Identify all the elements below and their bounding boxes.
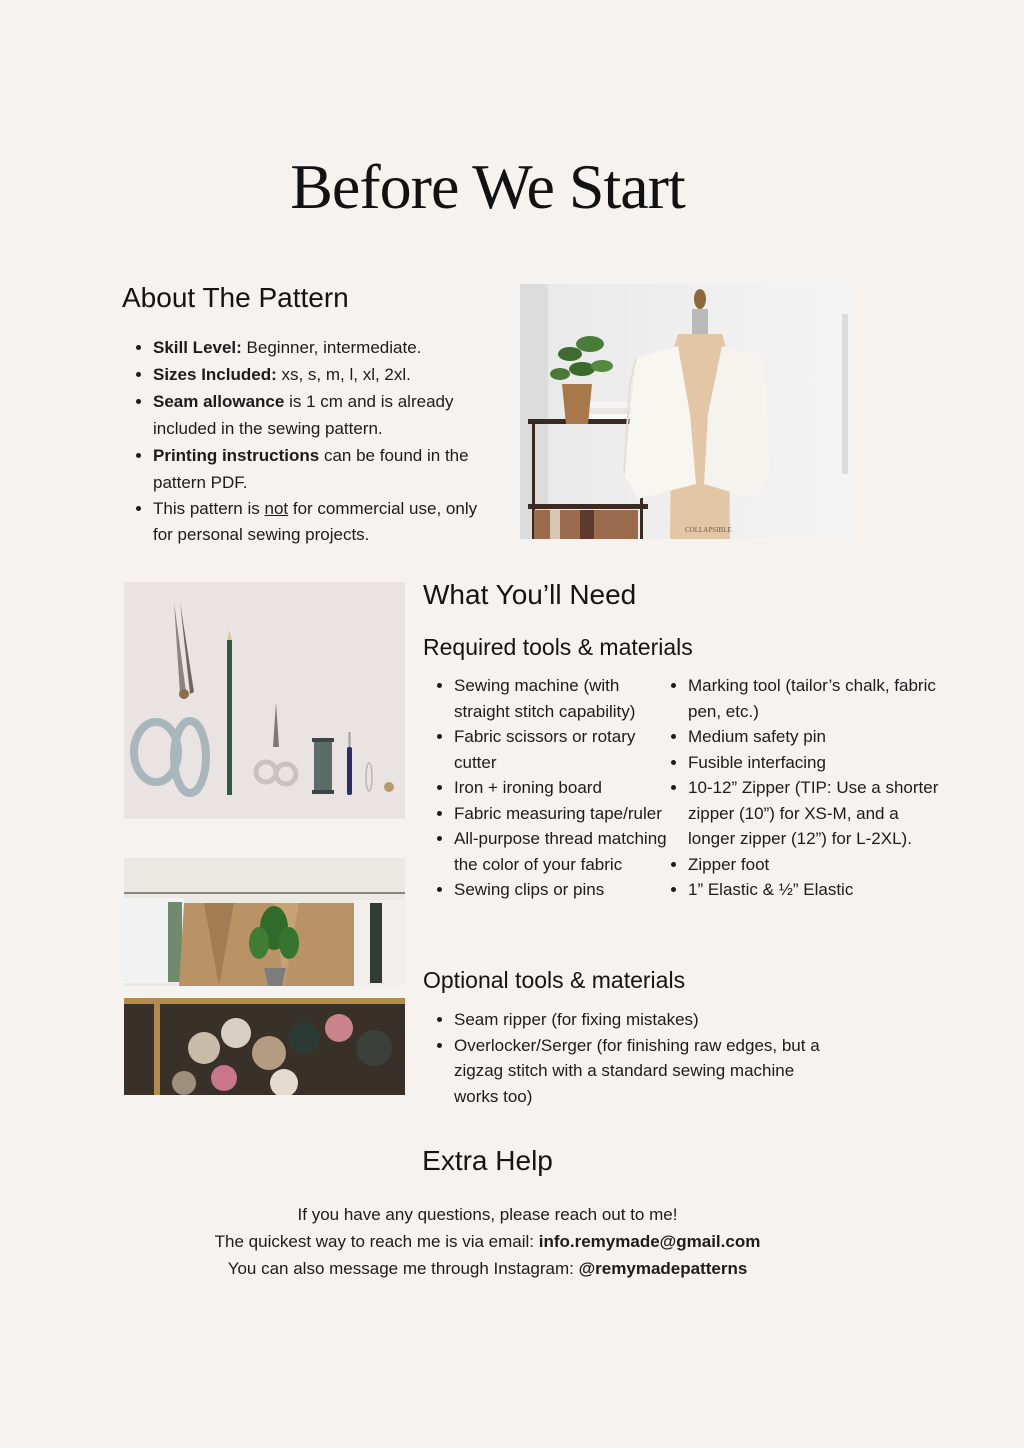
mannequin-photo <box>520 284 854 539</box>
list-item: • Zipper foot <box>688 852 940 878</box>
help-heading-wrap <box>0 1145 975 1177</box>
help-heading: Extra Help <box>422 1145 553 1176</box>
list-item: • Sewing clips or pins <box>454 877 674 903</box>
list-item <box>153 496 497 548</box>
optional-list <box>423 1007 834 1109</box>
need-heading-wrap <box>423 579 636 611</box>
use-not: not <box>264 499 289 518</box>
list-item: • Overlocker/Serger (for finishing raw edges, but a zigzag stitch with a standard sewing machine works too) <box>454 1033 834 1110</box>
help-line-1: If you have any questions, please reach out to me! <box>297 1205 678 1224</box>
skill-value: Beginner, intermediate. <box>241 338 422 357</box>
help-line-2 <box>0 1228 975 1255</box>
email-link[interactable]: info.remymade@gmail.com <box>538 1232 761 1251</box>
skill-label: Skill Level: <box>153 338 242 357</box>
optional-heading-wrap <box>423 967 685 994</box>
list-item: • Medium safety pin <box>688 724 940 750</box>
seam-value: is 1 cm and is already included in the sewing pattern. <box>153 392 454 438</box>
about-list <box>122 334 497 548</box>
list-item: • All-purpose thread matching the color of your fabric <box>454 826 674 877</box>
list-item: • 1” Elastic & ½” Elastic <box>688 877 940 903</box>
print-value: can be found in the pattern PDF. <box>153 446 469 492</box>
instagram-intro: You can also message me through Instagram: <box>227 1259 579 1278</box>
need-heading: What You’ll Need <box>423 579 637 610</box>
about-section <box>122 282 497 548</box>
svg-text:COLLAPSIBLE: COLLAPSIBLE <box>685 526 732 534</box>
use-pre: This pattern is <box>153 499 265 518</box>
studio-rack-photo <box>124 858 405 1095</box>
help-line-3 <box>0 1255 975 1282</box>
list-item: • Sewing machine (with straight stitch capability) <box>454 673 674 724</box>
list-item: • Fusible interfacing <box>688 750 940 776</box>
instagram-link[interactable]: @remymadepatterns <box>578 1259 748 1278</box>
list-item: • Marking tool (tailor’s chalk, fabric pen, etc.) <box>688 673 940 724</box>
list-item: • Iron + ironing board <box>454 775 674 801</box>
about-heading: About The Pattern <box>122 282 349 313</box>
list-item <box>153 442 497 496</box>
required-list-right <box>657 673 940 903</box>
use-post: for commercial use, only for personal sewing projects. <box>153 499 478 544</box>
list-item <box>153 334 497 361</box>
seam-label: Seam allowance <box>153 392 285 411</box>
sizes-label: Sizes Included: <box>153 365 277 384</box>
required-heading-wrap <box>423 634 693 661</box>
email-intro: The quickest way to reach me is via email: <box>214 1232 539 1251</box>
list-item: • 10-12” Zipper (TIP: Use a shorter zipper (10”) for XS-M, and a longer zipper (12”) for L-2XL). <box>688 775 940 852</box>
list-item: • Fabric scissors or rotary cutter <box>454 724 674 775</box>
required-heading: Required tools & materials <box>423 634 693 660</box>
required-list-left <box>423 673 674 903</box>
list-item <box>153 361 497 388</box>
sizes-value: xs, s, m, l, xl, 2xl. <box>276 365 411 384</box>
print-label: Printing instructions <box>153 446 320 465</box>
list-item: • Seam ripper (for fixing mistakes) <box>454 1007 834 1033</box>
list-item: • Fabric measuring tape/ruler <box>454 801 674 827</box>
optional-heading: Optional tools & materials <box>423 967 686 993</box>
sewing-tools-photo <box>124 582 405 819</box>
help-text <box>0 1201 975 1282</box>
page-title: Before We Start <box>290 151 685 222</box>
list-item <box>153 388 497 442</box>
